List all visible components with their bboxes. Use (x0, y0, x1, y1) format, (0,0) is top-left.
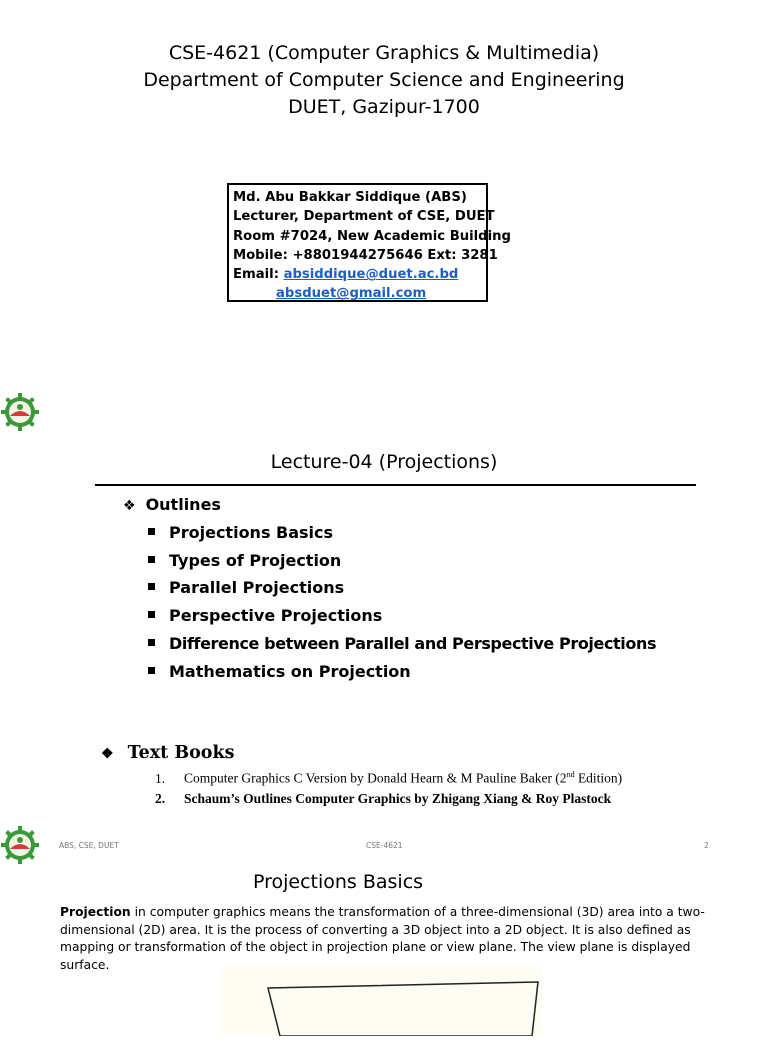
projection-paragraph: Projection in computer graphics means the transformation of a three-dimensional (3D) area into a two-dimensional (2D) area. It is the process of converting a 3D object into a 2D object. It is also defined as mapping or transformation of the object in projection plane or view plane. The view plane is displayed surface. (60, 905, 705, 972)
lecturer-name: Md. Abu Bakkar Siddique (ABS) (233, 190, 467, 205)
square-bullet-icon (148, 528, 155, 535)
lecturer-position: Lecturer, Department of CSE, DUET (233, 209, 495, 225)
email-row-2 (233, 284, 486, 303)
square-bullet-icon (148, 583, 155, 590)
lecturer-mobile: Mobile: +8801944275646 Ext: 3281 (233, 247, 498, 263)
university-address: DUET, Gazipur-1700 (288, 96, 480, 118)
contact-box (227, 183, 511, 302)
outline-item: Mathematics on Projection (148, 662, 411, 681)
footer-author: ABS, CSE, DUET (59, 841, 119, 850)
lecture-title: Lecture-04 (Projections) (270, 451, 498, 473)
square-bullet-icon (148, 556, 155, 563)
diamond-bullet-icon: ❖ (123, 498, 136, 514)
email-label: Email: (233, 267, 284, 283)
textbooks-heading: ❖ Text Books (101, 743, 235, 763)
title-divider (95, 484, 696, 486)
email-link-1[interactable]: absiddique@duet.ac.bd (283, 267, 459, 283)
textbook-item: 2. Schaum’s Outlines Computer Graphics by Zhigang Xiang & Roy Plastock (155, 791, 612, 806)
outline-item: Perspective Projections (148, 606, 382, 625)
course-title: CSE-4621 (Computer Graphics & Multimedia) (168, 42, 600, 64)
department-name: Department of Computer Science and Engineering (143, 69, 625, 91)
email-link-2[interactable]: absduet@gmail.com (276, 286, 427, 302)
duet-logo-icon (0, 392, 40, 432)
outline-item: Types of Projection (148, 551, 341, 570)
square-bullet-icon (148, 667, 155, 674)
outline-item: Parallel Projections (148, 578, 344, 597)
square-bullet-icon (148, 611, 155, 618)
duet-logo-icon (0, 825, 40, 865)
footer-page-number: 2 (704, 841, 709, 850)
textbook-item: 1. Computer Graphics C Version by Donald Hearn & M Pauline Baker (2nd Edition) (155, 770, 623, 786)
section-title: Projections Basics (252, 871, 424, 893)
outline-item: Projections Basics (148, 523, 333, 542)
lecturer-room: Room #7024, New Academic Building (233, 228, 511, 244)
email-row (233, 265, 486, 284)
outline-item: Difference between Parallel and Perspective Projections (148, 634, 656, 653)
square-bullet-icon (148, 639, 155, 646)
outlines-heading: ❖ Outlines (123, 495, 221, 514)
footer-course: CSE-4621 (366, 841, 403, 850)
projection-figure (220, 966, 542, 1036)
diamond-bullet-icon: ❖ (101, 746, 114, 762)
